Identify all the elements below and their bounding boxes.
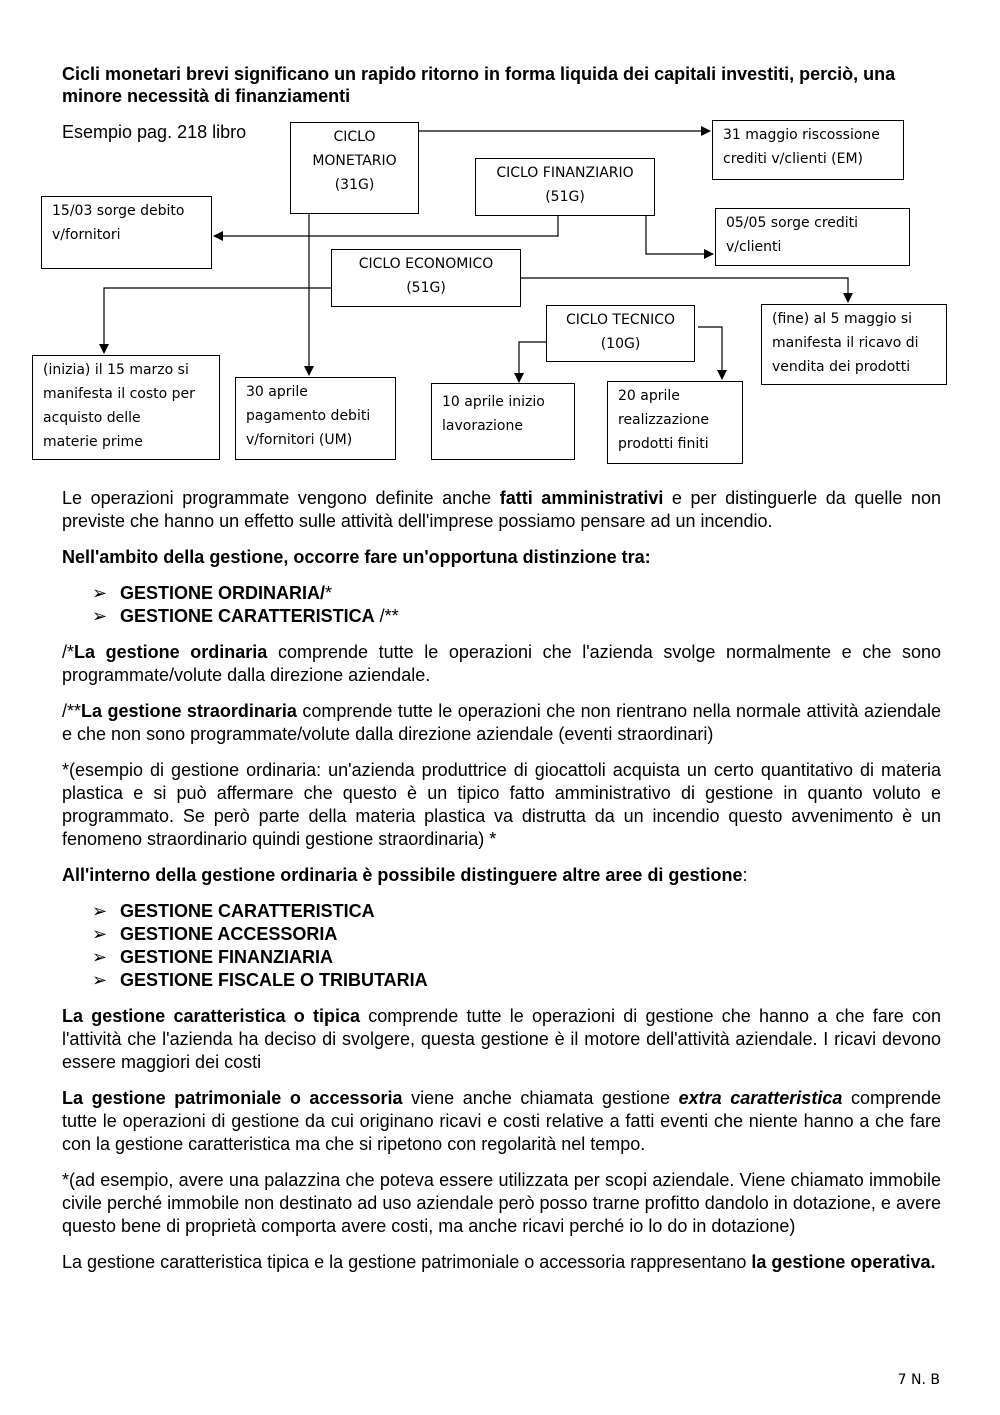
box-costo: (inizia) il 15 marzo si manifesta il costo per acquisto delle materie prime	[32, 355, 220, 460]
intro-paragraph: Cicli monetari brevi significano un rapido ritorno in forma liquida dei capitali investiti, perciò, una minore necessità di finanziamenti	[62, 64, 896, 106]
connector-economico-ricavo	[520, 278, 848, 302]
heading-distinzione: Nell'ambito della gestione, occorre fare un'opportuna distinzione tra:	[62, 547, 651, 567]
example-label: Esempio pag. 218 libro	[62, 122, 247, 142]
heading-aree-gestione: All'interno della gestione ordinaria è possibile distinguere altre aree di gestione:	[62, 865, 748, 885]
list-item: ➢ GESTIONE CARATTERISTICA	[92, 901, 375, 921]
arrow-bullet-icon: ➢	[92, 606, 108, 626]
list-gestione-types	[62, 582, 941, 628]
list-item: ➢ GESTIONE ORDINARIA/*	[92, 583, 333, 603]
box-ciclo-economico: CICLO ECONOMICO (51G)	[331, 249, 521, 307]
paragraph-gestione-straordinaria: /**La gestione straordinaria comprende tutte le operazioni che non rientrano nella normale attività aziendale e che non sono programmate/volute dalla direzione aziendale (eventi straordinari)	[62, 701, 942, 744]
paragraph-gestione-accessoria: La gestione patrimoniale o accessoria viene anche chiamata gestione extra caratteristica comprende tutte le operazioni di gestione da cui originano ricavi e costi relative a fatti eventi che niente hanno a che fare con la gestione caratteristica ma che si ripetono con regolarità nel tempo.	[62, 1088, 941, 1154]
box-ricavo: (fine) al 5 maggio si manifesta il ricavo di vendita dei prodotti	[761, 304, 947, 385]
box-crediti: 05/05 sorge crediti v/clienti	[715, 208, 910, 266]
arrow-bullet-icon: ➢	[92, 583, 108, 603]
paragraph-fatti-amministrativi: Le operazioni programmate vengono definite anche fatti amministrativi e per distinguerle da quelle non previste che hanno un effetto sulle attività dell'imprese possiamo pensare ad un incendio.	[62, 488, 941, 531]
list-aree-gestione	[62, 900, 941, 992]
cycles-diagram	[0, 110, 1000, 470]
arrow-bullet-icon: ➢	[92, 970, 108, 990]
connector-tecnico-prodotti	[698, 327, 722, 379]
connector-economico-costo	[104, 288, 331, 353]
paragraph-esempio-ordinaria: *(esempio di gestione ordinaria: un'azienda produttrice di giocattoli acquista un certo quantitativo di materia plastica e si può affermare che questo è un tipico fatto amministrativo di gestione in quanto voluto e programmato. Se però parte della materia plastica va distrutta da un incendio questo avvenimento è un fenomeno straordinario quindi gestione straordinaria) *	[62, 760, 941, 849]
box-riscossione: 31 maggio riscossione crediti v/clienti (EM)	[712, 120, 904, 180]
arrow-bullet-icon: ➢	[92, 924, 108, 944]
document-body	[62, 487, 941, 1287]
list-item: ➢ GESTIONE FISCALE O TRIBUTARIA	[92, 970, 428, 990]
connector-finanziario-crediti	[646, 215, 713, 254]
connector-finanziario-debito	[214, 215, 558, 236]
page-number: 7 N. B	[897, 1372, 940, 1388]
box-debito: 15/03 sorge debito v/fornitori	[41, 196, 212, 269]
list-item: ➢ GESTIONE CARATTERISTICA /**	[92, 606, 399, 626]
paragraph-gestione-caratteristica: La gestione caratteristica o tipica comprende tutte le operazioni di gestione che hanno a che fare con l'attività che l'azienda ha deciso di svolgere, questa gestione è il motore dell'attività aziendale. I ricavi devono essere maggiori dei costi	[62, 1006, 941, 1072]
paragraph-gestione-operativa: La gestione caratteristica tipica e la gestione patrimoniale o accessoria rappresentano la gestione operativa.	[62, 1252, 936, 1272]
paragraph-esempio-palazzina: *(ad esempio, avere una palazzina che poteva essere utilizzata per scopi aziendale. Viene chiamato immobile civile perché immobile non destinato ad uso aziendale però posso trarne profitto dandolo in dotazione, e avere questo bene di proprietà comporta avere costi, ma anche ricavi perché io lo do in dotazione)	[62, 1170, 941, 1236]
box-lavorazione: 10 aprile inizio lavorazione	[431, 383, 575, 460]
arrow-bullet-icon: ➢	[92, 901, 108, 921]
box-ciclo-finanziario: CICLO FINANZIARIO (51G)	[475, 158, 655, 216]
connector-tecnico-lavorazione	[519, 342, 546, 382]
list-item: ➢ GESTIONE FINANZIARIA	[92, 947, 334, 967]
box-pagamento: 30 aprile pagamento debiti v/fornitori (UM)	[235, 377, 396, 460]
box-ciclo-monetario: CICLO MONETARIO (31G)	[290, 122, 419, 214]
box-prodotti: 20 aprile realizzazione prodotti finiti	[607, 381, 743, 464]
list-item: ➢ GESTIONE ACCESSORIA	[92, 924, 338, 944]
box-ciclo-tecnico: CICLO TECNICO (10G)	[546, 305, 695, 362]
paragraph-gestione-ordinaria: /*La gestione ordinaria comprende tutte le operazioni che l'azienda svolge normalmente e che sono programmate/volute dalla direzione aziendale.	[62, 642, 941, 685]
arrow-bullet-icon: ➢	[92, 947, 108, 967]
